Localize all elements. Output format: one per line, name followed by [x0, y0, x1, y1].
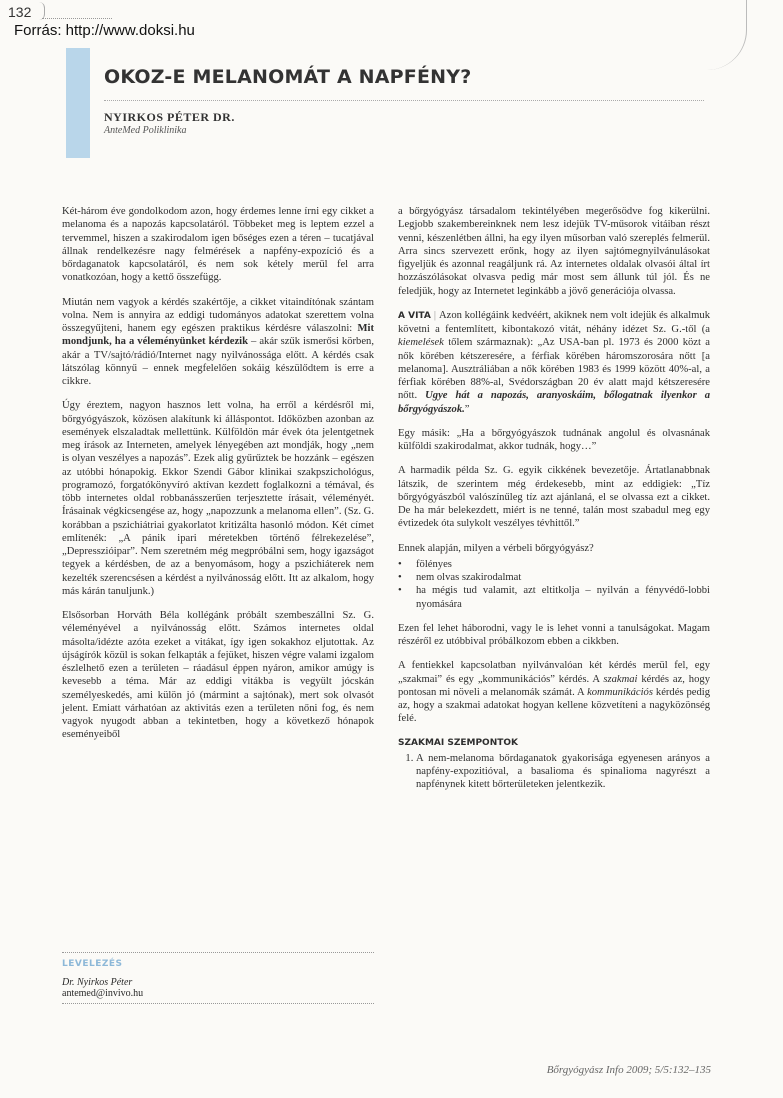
numbered-list [398, 752, 710, 792]
page-number: 132 [8, 4, 32, 20]
text-run: kérdés az, hogy pontosan mi növeli a melanomák számát. A [398, 673, 710, 698]
paragraph [398, 309, 710, 416]
right-column [398, 205, 710, 792]
emphasis-quote: Ugye hát a napozás, aranyoskáim, bőlogatnak ilyenkor a bőrgyógyászok. [398, 390, 711, 415]
list-item: 1. A nem-melanoma bőrdaganatok gyakorisága egyenesen arányos a napfény-expozitióval, a basalioma és spinalioma nagyrészt a napfénynek kitett bőrterületeken jelentkezik. [416, 752, 710, 792]
left-column [62, 205, 374, 753]
text-run: kérdés pedig az, hogy a szakmai adatokat hogyan kellene közvetíteni a nagyközönség felé. [398, 686, 711, 725]
paragraph: a bőrgyógyász társadalom tekintélyében megerősödve fog kikerülni. Legjobb szakembereinknek nem lesz idejük TV-műsorok vitáiban részt venni, készenlétben állni, ha egy ilyen műsorban való szereplés felmerül. Arra sincs szervezett erőnk, hogy az ilyen sajtómegnyilvánulásokat figyeljük és azonnal reagáljunk rá. Az internetes oldalak olvasói által írt hozzászólásokat olvasva pedig már most sem állunk túl jól. És ne feledjük, hogy az Internetet leginkább a jövő generációja olvassa. [398, 206, 710, 297]
correspondence-box [62, 952, 374, 1004]
correspondence-name: Dr. Nyirkos Péter [62, 977, 133, 988]
emphasis: kiemelések [398, 337, 444, 349]
bullet-list [398, 558, 710, 611]
emphasis: kommunikációs [587, 686, 653, 698]
section-label-vita: A VITA [398, 310, 431, 321]
paragraph: Ennek alapján, milyen a vérbeli bőrgyógyász? [398, 542, 594, 554]
text-run: ” [464, 403, 470, 415]
list-item: • ha mégis tud valamit, azt eltitkolja – nyilván a fényvédő-lobbi nyomására [398, 584, 710, 611]
journal-name: Bőrgyógyász [546, 1064, 606, 1076]
paragraph: Elsősorban Horváth Béla kollégánk próbált szembeszállni Sz. G. véleményével a nyilvánosság előtt. Számos internetes oldal másolta/idézte azóta ezeket a vitákat, így igen sokakhoz eljutottak. Az újságírók közül is sokan felkapták a fejüket, hiszen végre valami izgalom észlelhető ezen a területen – ráadásul éppen nyáron, amikor amúgy is kevesebb a téma. Már az eddigi vitákba is vegyült jócskán személyeskedés, ami külön jó (mármint a sajtónak), mert sok olvasót jelent. Emiatt várhatóan az aktivitás ezen a területen nőni fog, és nem vagyok nyugodt abban a tekintetben, hogy a következő hónapok eseményeiből [62, 610, 374, 741]
paragraph: A harmadik példa Sz. G. egyik cikkének bevezetője. Ártatlanabbnak látszik, de szerintem még érdekesebb, mint az eddigiek: „Tíz bőrgyógyászból valószínűleg tíz azt ajánlaná, el se olvassa ezt a cikket. De ha már belekezdett, miért is ne tenné, talán most szabadul meg egy évtizedek óta sulykolt veszélyes tévhittől.” [398, 465, 710, 530]
box-bottom-rule [62, 1003, 374, 1004]
text-run: tőlem származnak): „Az USA-ban pl. 1973 és 2000 közt a nők körében kétszeresére, a férfiak körében háromszorosára nőtt [a melanoma]. Ausztráliában a nők körében 1983 és 1999 között 40%-al, a férfiak körében 88%-al, Svédországban 20 év alatt majd kétszeresére nőtt. [398, 337, 710, 402]
emphasis: szakmai [603, 673, 638, 685]
page-curve-decoration [706, 0, 747, 70]
list-item: • fölényes [398, 558, 710, 571]
journal-footer [547, 1064, 711, 1076]
paragraph: Úgy éreztem, nagyon hasznos lett volna, ha erről a kérdésről mi, bőrgyógyászok, közösen alakítunk ki álláspontot. Időközben azonban az események elszaladtak mellettünk. Külföldön már évek óta jelentgetnek meg írások az Interneten, amelyek lényegében azt mondják, hogy „nem is olyan veszélyes a napozás”. Ezek alig gyűrűztek be hozzánk – egészen az utóbbi hónapokig. Ekkor Szendi Gábor klinikai szakpszichológus, programozó, forgatókönyvíró aktívan kezdett foglalkozni a témával, és több internetes oldal robbanásszerűen terjesztette írásait, véleményét. Írásainak végkicsengése az, hogy „napozzunk a melanoma ellen”. (Sz. G. korábban a pszichiátriai gyakorlatot kritizálta hasonló módon. Két címet említenék: „A pánik ipari méretekben történő félrekezelése”, „Depresszióipar”. Nem szeretném még megpróbálni sem, hogy igazságot tegyek a kérdésben, de az a benyomásom, hogy a pszichiáterek nem kezelték szerencsésen a kérdést a nyilvánosság előtt. Itt az alkalom, hogy más kárán tanuljunk.) [62, 400, 374, 597]
title-dotted-rule [104, 100, 704, 101]
paragraph: Egy másik: „Ha a bőrgyógyászok tudnának angolul és olvasnának külföldi szakirodalmat, akkor tudnák, hogy…” [398, 427, 710, 452]
separator: | [433, 309, 436, 321]
journal-reference: 2009; 5/5:132–135 [623, 1064, 711, 1076]
paragraph [398, 659, 710, 725]
correspondence-label: LEVELEZÉS [62, 959, 123, 969]
list-item: • nem olvas szakirodalmat [398, 571, 710, 584]
source-line: Forrás: http://www.doksi.hu [14, 22, 195, 39]
paragraph: Két-három éve gondolkodom azon, hogy érdemes lenne írni egy cikket a melanoma és a napozás kapcsolatáról. Többeket meg is leptem ezzel a tervemmel, hiszen a szakirodalom igen bőséges ezen a téren – tucatjával állnak rendelkezésre nagy felmérések a napfény-expozíció és a bőrdaganatok kapcsolatáról, és nem sok kétely merül fel arra vonatkozóan, hogy a kettő összefügg. [62, 206, 374, 284]
author-affiliation: AnteMed Poliklinika [104, 125, 187, 136]
text-run: – akár szűk ismerősi körben, akár a TV/sajtó/rádió/Internet nagy nyilvánossága előtt. A kérdés csak látszólag könnyű – ennek megfelelően sokáig készülődtem is erre a cikkre. [62, 336, 374, 387]
author-name: NYIRKOS PÉTER DR. [104, 110, 235, 124]
correspondence-email[interactable]: antemed@invivo.hu [62, 988, 144, 999]
article-title: OKOZ-E MELANOMÁT A NAPFÉNY? [104, 66, 472, 88]
subheading: SZAKMAI SZEMPONTOK [398, 737, 519, 748]
paragraph [62, 296, 374, 389]
text-run: Miután nem vagyok a kérdés szakértője, a cikket vitaindítónak szántam volna. Nem is annyira az eddigi tudományos adatokat szerettem volna összegyűjteni, hanem egy egészen praktikus kérdésre válaszolni: [62, 296, 374, 334]
paragraph: Ezen fel lehet háborodni, vagy le is lehet vonni a tanulságokat. Magam részéről ez utóbbival próbálkozom ebben a cikkben. [398, 622, 710, 647]
box-top-rule [62, 952, 374, 953]
text-run: A fentiekkel kapcsolatban nyilvánvalóan két kérdés merül fel, egy „szakmai” és egy „kommunikációs” kérdés. A [398, 660, 710, 685]
header-dotted-line [42, 18, 112, 19]
title-accent-bar [66, 48, 90, 158]
text-run: Azon kollégáink kedvéért, akiknek nem volt idejük és alkalmuk követni a fentemlített, kibontakozó vitát, néhány idézet Sz. G.-től (a [398, 309, 710, 335]
journal-name-suffix: Info [605, 1064, 624, 1076]
bold-question: Mit mondjunk, ha a véleményünket kérdezik [62, 323, 374, 348]
